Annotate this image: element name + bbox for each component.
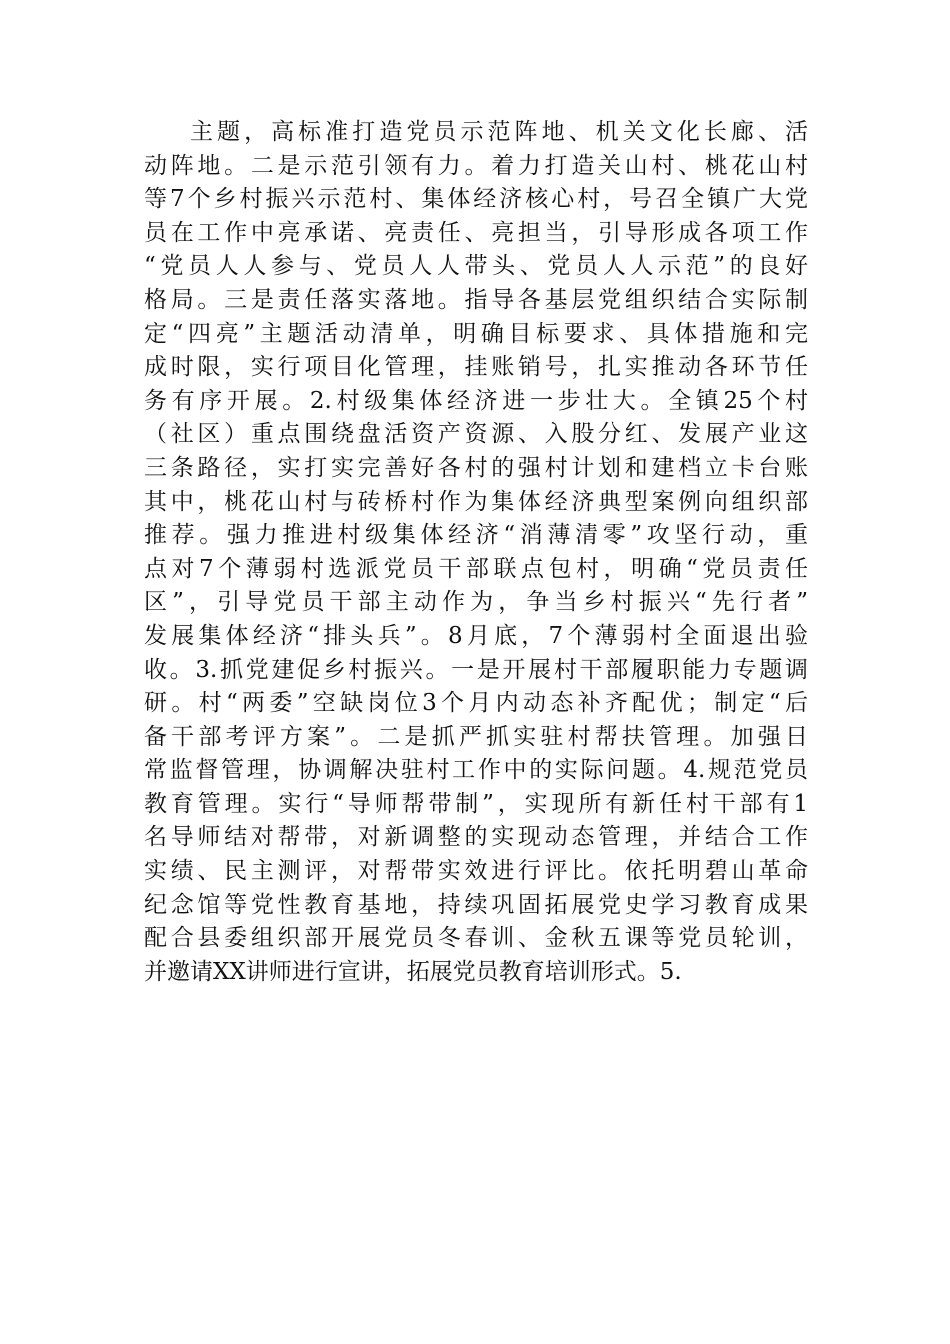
text-line: 务有序开展。2.村级集体经济进一步壮大。全镇25个村 <box>144 387 808 414</box>
text-line: 配合县委组织部开展党员冬春训、金秋五课等党员轮训， <box>144 925 808 952</box>
text-line: 等7个乡村振兴示范村、集体经济核心村，号召全镇广大党 <box>144 186 808 213</box>
text-line: 名导师结对帮带，对新调整的实现动态管理，并结合工作 <box>144 824 808 851</box>
text-line: 员在工作中亮承诺、亮责任、亮担当，引导形成各项工作 <box>144 219 808 246</box>
text-line: 研。村“两委”空缺岗位3个月内动态补齐配优；制定“后 <box>144 690 808 717</box>
text-line: 推荐。强力推进村级集体经济“消薄清零”攻坚行动，重 <box>144 522 808 549</box>
text-line: 成时限，实行项目化管理，挂账销号，扎实推动各环节任 <box>144 354 808 381</box>
text-line: 主题，高标准打造党员示范阵地、机关文化长廊、活 <box>190 119 808 145</box>
text-line: 点对7个薄弱村选派党员干部联点包村，明确“党员责任 <box>144 555 808 582</box>
text-line: 备干部考评方案”。二是抓严抓实驻村帮扶管理。加强日 <box>144 723 808 750</box>
text-line: 实绩、民主测评，对帮带实效进行评比。依托明碧山革命 <box>144 858 808 885</box>
text-line: 三条路径，实打实完善好各村的强村计划和建档立卡台账 <box>144 454 808 481</box>
text-line: 动阵地。二是示范引领有力。着力打造关山村、桃花山村 <box>144 152 808 179</box>
text-line: 发展集体经济“排头兵”。8月底，7个薄弱村全面退出验 <box>144 622 808 649</box>
text-line: 定“四亮”主题活动清单，明确目标要求、具体措施和完 <box>144 320 808 347</box>
text-line: 常监督管理，协调解决驻村工作中的实际问题。4.规范党员 <box>144 757 808 784</box>
text-line: 纪念馆等党性教育基地，持续巩固拓展党史学习教育成果 <box>144 891 808 918</box>
body-paragraph <box>144 116 808 989</box>
text-line: “党员人人参与、党员人人带头、党员人人示范”的良好 <box>144 253 808 280</box>
text-line: 区”，引导党员干部主动作为，争当乡村振兴“先行者” <box>144 589 808 616</box>
text-line: （社区）重点围绕盘活资产资源、入股分红、发展产业这 <box>144 421 808 448</box>
text-line: 教育管理。实行“导师帮带制”，实现所有新任村干部有1 <box>144 790 808 817</box>
text-line: 格局。三是责任落实落地。指导各基层党组织结合实际制 <box>144 286 808 313</box>
text-line: 并邀请XX讲师进行宣讲，拓展党员教育培训形式。5. <box>144 958 682 985</box>
text-line: 收。3.抓党建促乡村振兴。一是开展村干部履职能力专题调 <box>144 656 808 683</box>
text-line: 其中，桃花山村与砖桥村作为集体经济典型案例向组织部 <box>144 488 808 515</box>
